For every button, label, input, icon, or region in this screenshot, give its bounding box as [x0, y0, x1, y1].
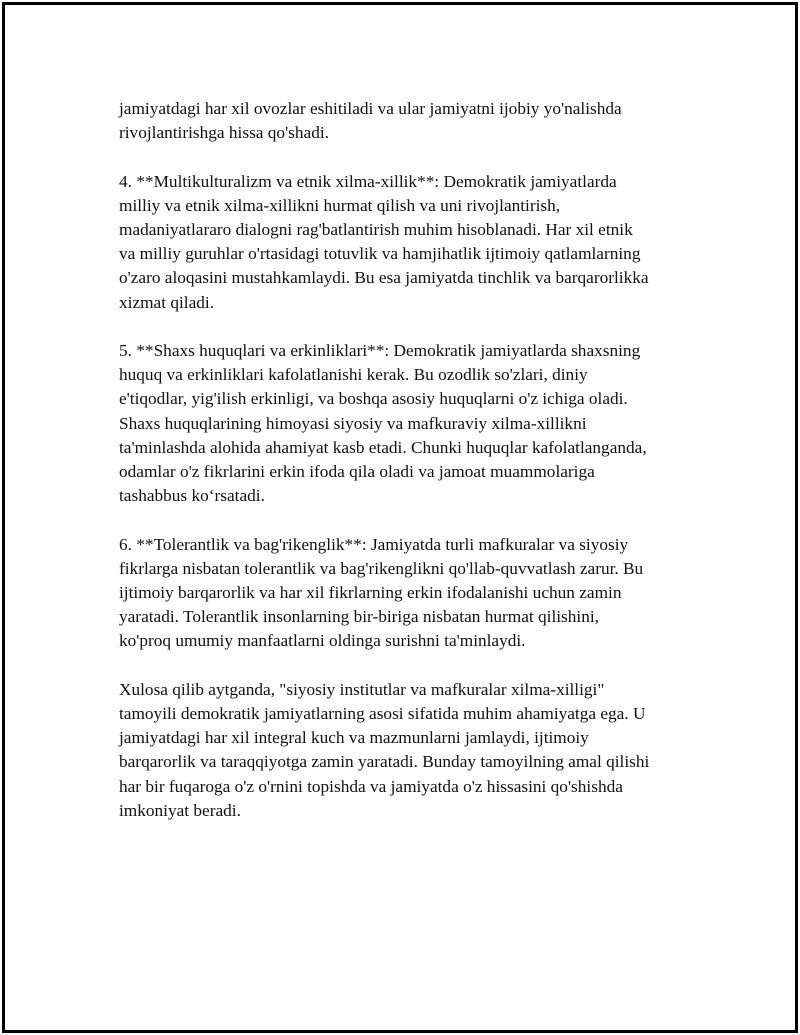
text-line: 5. **Shaxs huquqlari va erkinliklari**: Demokratik jamiyatlarda shaxsning: [119, 341, 641, 360]
paragraph-conclusion: [119, 678, 699, 823]
text-line: e'tiqodlar, yig'ilish erkinligi, va boshqa asosiy huquqlarni o'z ichiga oladi.: [119, 389, 628, 409]
text-line: odamlar o'z fikrlarini erkin ifoda qila oladi va jamoat muammolariga: [119, 462, 595, 482]
text-line: har bir fuqaroga o'z o'rnini topishda va jamiyatda o'z hissasini qo'shishda: [119, 776, 623, 796]
text-line: ijtimoiy barqarorlik va har xil fikrlarning erkin ifodalanishi uchun zamin: [119, 583, 622, 603]
text-line: milliy va etnik xilma-xillikni hurmat qilish va uni rivojlantirish,: [119, 195, 561, 215]
text-line: tamoyili demokratik jamiyatlarning asosi sifatida muhim ahamiyatga ega. U: [119, 704, 646, 724]
text-line: Shaxs huquqlarining himoyasi siyosiy va mafkuraviy xilma-xillikni: [119, 413, 587, 433]
text-line: imkoniyat beradi.: [119, 800, 241, 820]
paragraph-tolerance: [119, 533, 699, 654]
text-line: ko'proq umumiy manfaatlarni oldinga surishni ta'minlaydi.: [119, 631, 526, 651]
text-line: tashabbus koʻrsatadi.: [119, 486, 265, 506]
document-body: [119, 97, 699, 847]
page-frame: [2, 2, 798, 1033]
text-line: ta'minlashda alohida ahamiyat kasb etadi. Chunki huquqlar kafolatlanganda,: [119, 437, 647, 457]
paragraph-human-rights: [119, 339, 699, 508]
text-line: 6. **Tolerantlik va bag'rikenglik**: Jamiyatda turli mafkuralar va siyosiy: [119, 534, 629, 554]
text-line: jamiyatdagi har xil integral kuch va mazmunlarni jamlaydi, ijtimoiy: [119, 728, 589, 748]
text-line: madaniyatlararo dialogni rag'batlantirish muhim hisoblanadi. Har xil etnik: [119, 220, 633, 239]
text-line: huquq va erkinliklari kafolatlanishi kerak. Bu ozodlik so'zlari, diniy: [119, 365, 588, 385]
paragraph-multiculturalism: [119, 170, 699, 315]
text-line: fikrlarga nisbatan tolerantlik va bag'rikenglikni qo'llab-quvvatlash zarur. Bu: [119, 558, 644, 578]
text-line: jamiyatdagi har xil ovozlar eshitiladi va ular jamiyatni ijobiy yo'nalishda: [119, 99, 622, 118]
text-line: Xulosa qilib aytganda, "siyosiy institutlar va mafkuralar xilma-xilligi": [119, 679, 605, 699]
text-line: yaratadi. Tolerantlik insonlarning bir-biriga nisbatan hurmat qilishini,: [119, 607, 599, 627]
text-line: barqarorlik va taraqqiyotga zamin yaratadi. Bunday tamoyilning amal qilishi: [119, 752, 650, 772]
text-line: o'zaro aloqasini mustahkamlaydi. Bu esa jamiyatda tinchlik va barqarorlikka: [119, 268, 649, 288]
text-line: 4. **Multikulturalizm va etnik xilma-xillik**: Demokratik jamiyatlarda: [119, 171, 617, 191]
text-line: va milliy guruhlar o'rtasidagi totuvlik va hamjihatlik ijtimoiy qatlamlarning: [119, 244, 641, 264]
text-line: xizmat qiladi.: [119, 292, 215, 312]
paragraph-continuation: [119, 97, 699, 145]
text-line: rivojlantirishga hissa qo'shadi.: [119, 123, 329, 143]
